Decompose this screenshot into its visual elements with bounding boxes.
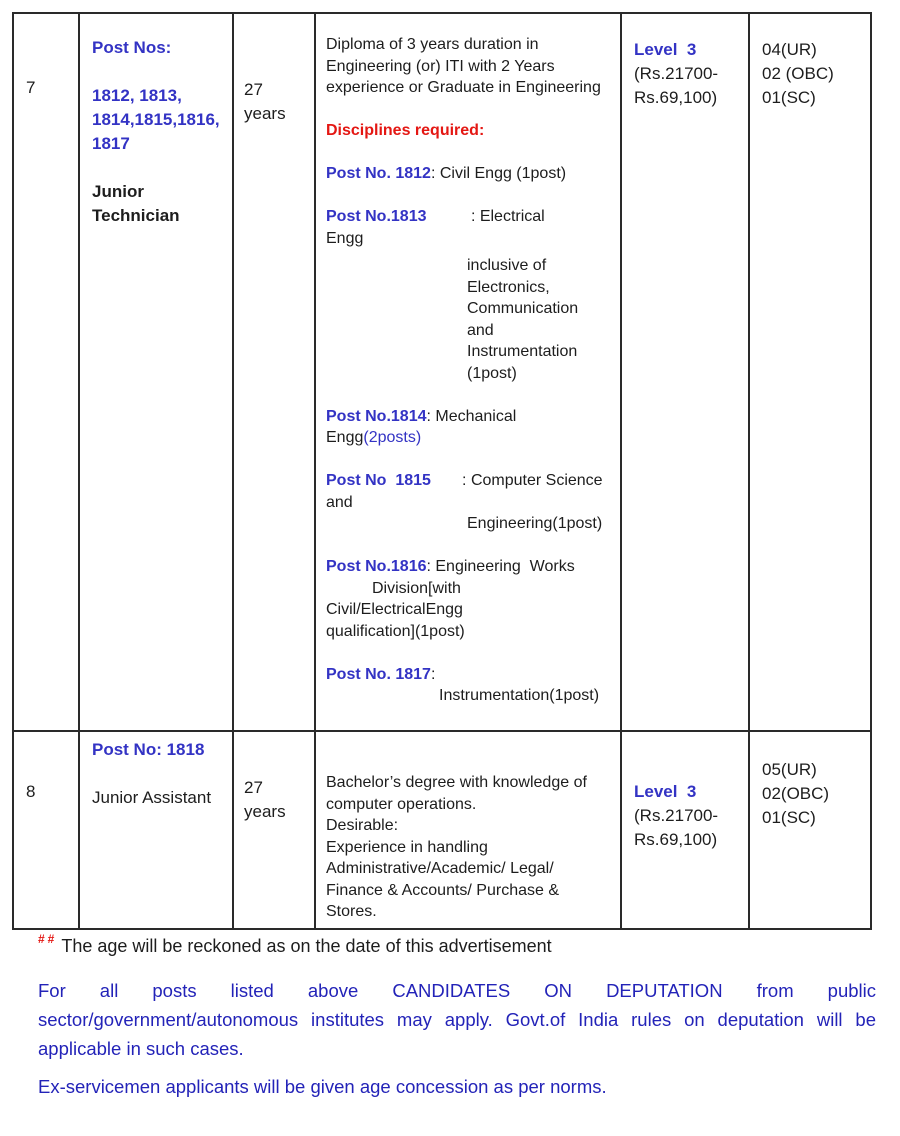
text-line [92,156,226,180]
text-line [326,642,612,664]
deputation-note [38,976,876,1063]
footnote-marker: ## [38,932,58,946]
text-line: Post No. 1812: Civil Engg (1post) [326,165,567,182]
text-line: Rs.69,100) [634,88,718,107]
age-footnote-text: The age will be reckoned as on the date of this advertisement [61,936,552,956]
text-line: Electronics, [467,278,550,296]
text-line: Bachelor’s degree with knowledge of [326,774,587,791]
pay-level-cell [621,13,749,731]
text-line: Engineering(1post) [467,515,603,532]
text-line [326,185,612,207]
text-line: 1817 [92,134,130,153]
text-line: Level 3 [634,782,697,801]
text-line [92,60,226,84]
text-line: Level 3 [634,40,697,59]
text-line: Instrumentation(1post) [439,687,600,704]
text-line: Communication [467,300,579,317]
text-line: Engg [326,229,364,247]
table-row-post-8 [13,731,871,929]
text-line: and [326,493,353,511]
text-line: Disciplines required: [326,122,485,139]
recruitment-table [12,12,872,930]
text-line: (Rs.21700- [634,64,719,83]
text-line: Post No 1815 : Computer Science [326,472,603,489]
age-cell [233,13,315,731]
text-line: Post No.1816: Engineering Works [326,558,575,575]
text-line: Post Nos: [92,38,172,57]
text-line: 02(OBC) [762,784,830,803]
text-line: 1812, 1813, [92,86,182,105]
text-line: Finance & Accounts/ Purchase & [326,881,560,899]
text-line [92,762,226,786]
qualification-cell [315,731,621,929]
deputation-line: applicable in such cases. [38,1038,244,1059]
text-line: Post No: 1818 [92,740,205,759]
text-line: 01(SC) [762,808,816,827]
text-line: 27 [244,80,263,99]
text-line: Rs.69,100) [634,830,718,849]
vacancy-cell [749,13,871,731]
text-line [326,449,612,471]
table-row-post-7 [13,13,871,731]
text-line: (1post) [467,364,517,382]
text-line: years [244,104,286,123]
text-line: qualification](1post) [326,622,465,640]
text-line: 05(UR) [762,760,817,779]
deputation-line: For all posts listed above CANDIDATES ON DEPUTATION from public [38,980,876,1001]
text-line: Engg(2posts) [326,429,422,446]
text-line [326,384,612,406]
text-line: 04(UR) [762,40,817,59]
serial-number: 8 [26,782,36,801]
text-line [326,142,612,164]
text-line: Post No.1814: Mechanical [326,407,517,425]
text-line: Experience in handling [326,838,488,856]
text-line: years [244,802,286,821]
text-line: and [467,321,494,339]
text-line: experience or Graduate in Engineering [326,79,601,96]
text-line: Junior [92,182,144,201]
text-line: Post No.1813 : Electrical [326,208,545,225]
text-line: Diploma of 3 years duration in [326,36,539,53]
text-line: Civil/ElectricalEngg [326,601,463,618]
text-line: Division[with [372,579,461,597]
serial-cell [13,731,79,929]
pay-level-cell [621,731,749,929]
text-line: inclusive of [467,257,547,274]
age-cell [233,731,315,929]
text-line: 27 [244,778,263,797]
vacancy-cell [749,731,871,929]
text-line [326,99,612,121]
text-line: Stores. [326,903,377,920]
ex-servicemen-note: Ex-servicemen applicants will be given age concession as per norms. [38,1076,607,1097]
text-line: 01(SC) [762,88,816,107]
text-line: (Rs.21700- [634,806,719,825]
post-name-cell [79,13,233,731]
age-footnote [38,934,868,957]
text-line: Technician [92,206,180,225]
text-line: Desirable: [326,817,399,834]
serial-cell [13,13,79,731]
deputation-line: sector/government/autonomous institutes may apply. Govt.of India rules on deputation will be [38,1009,876,1030]
text-line: computer operations. [326,795,477,813]
serial-number: 7 [26,78,36,97]
text-line: Administrative/Academic/ Legal/ [326,860,554,877]
text-line [326,535,612,557]
post-name-cell [79,731,233,929]
text-line: Instrumentation [467,343,578,360]
text-line: Junior Assistant [92,788,212,807]
text-line: 1814,1815,1816, [92,110,220,129]
qualification-cell [315,13,621,731]
text-line: 02 (OBC) [762,64,834,83]
text-line: Post No. 1817: [326,665,436,683]
text-line: Engineering (or) ITI with 2 Years [326,57,555,75]
